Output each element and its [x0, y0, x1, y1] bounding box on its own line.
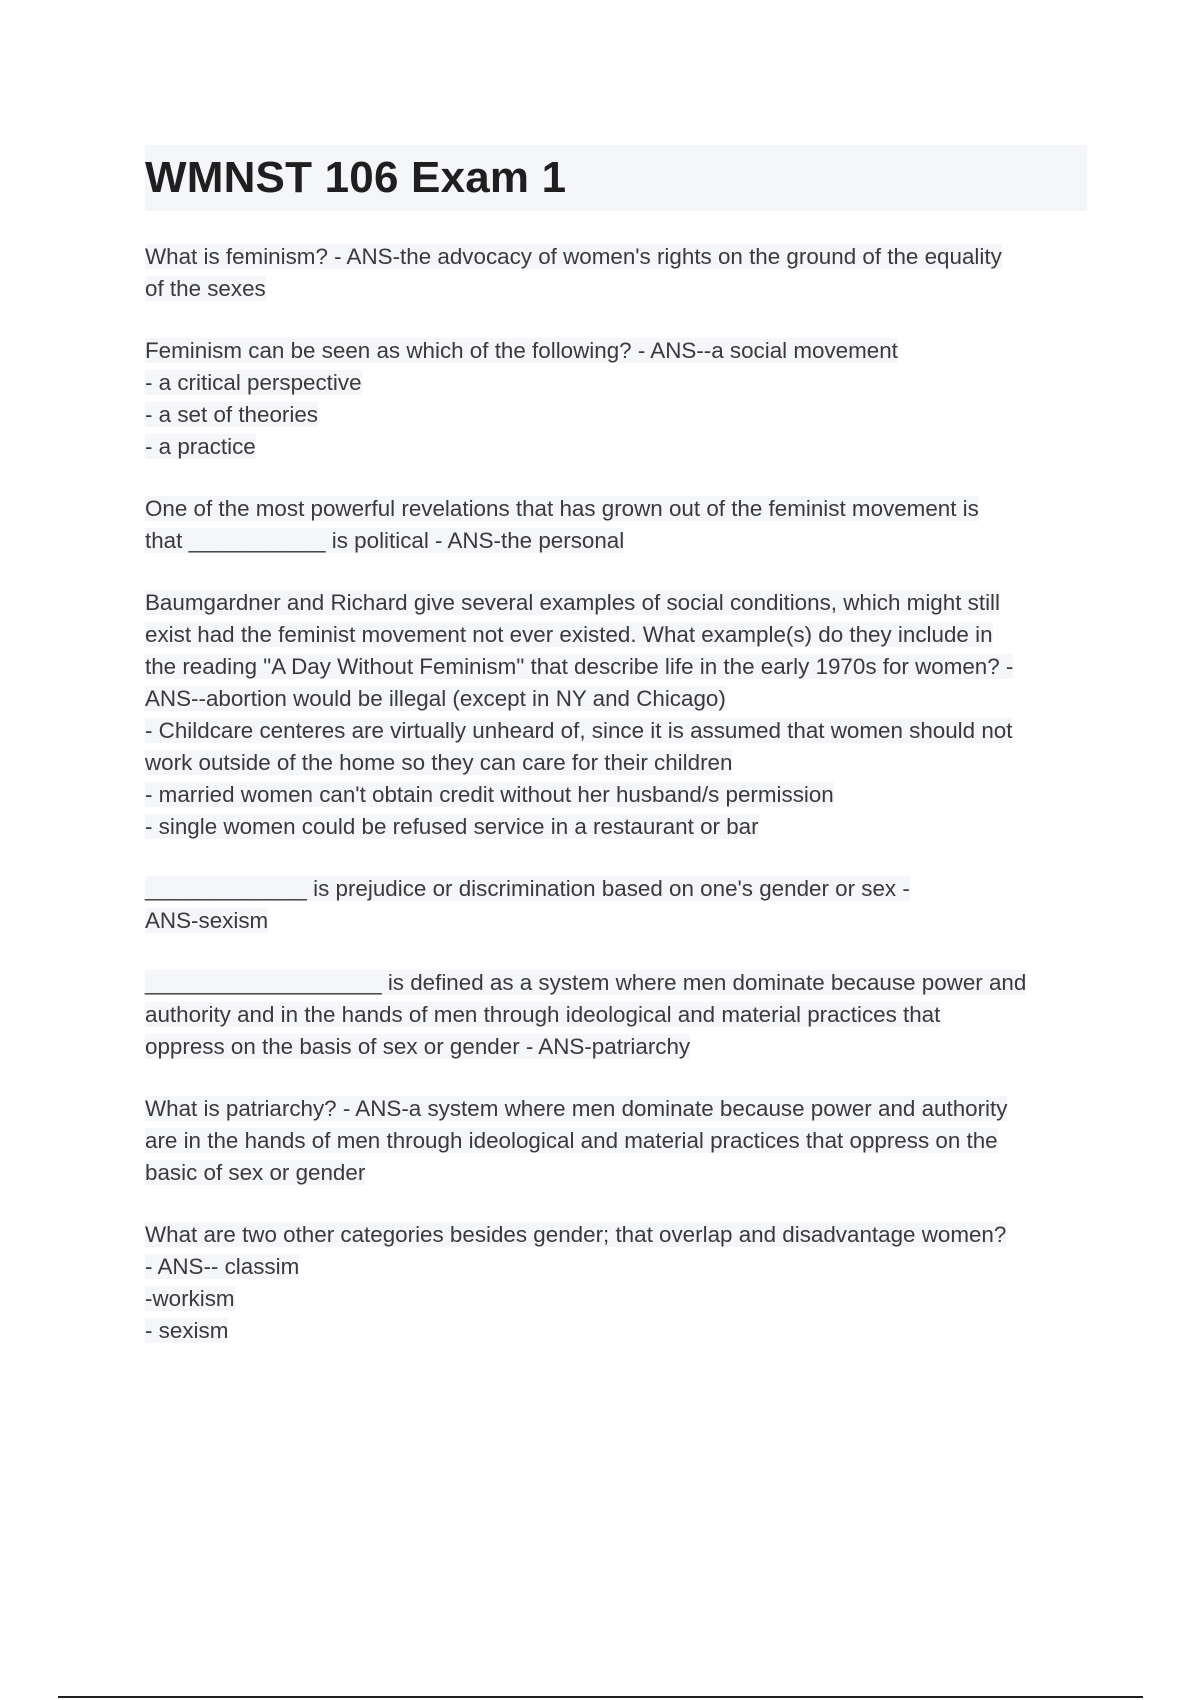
qa-line-text: - a practice [145, 434, 256, 459]
qa-line [145, 241, 1087, 273]
qa-entry [145, 493, 1087, 557]
qa-line-text: -workism [145, 1286, 235, 1311]
qa-line-text: What are two other categories besides gender; that overlap and disadvantage women? [145, 1222, 1007, 1247]
qa-line-text: - a critical perspective [145, 370, 362, 395]
qa-line-text: oppress on the basis of sex or gender - ANS-patriarchy [145, 1034, 691, 1059]
qa-line-text: authority and in the hands of men through ideological and material practices that [145, 1002, 941, 1027]
qa-line-text: the reading "A Day Without Feminism" that describe life in the early 1970s for women? - [145, 654, 1014, 679]
qa-line [145, 779, 1087, 811]
qa-line-text: - married women can't obtain credit without her husband/s permission [145, 782, 834, 807]
qa-line [145, 905, 1087, 937]
qa-entry [145, 1093, 1087, 1189]
qa-entry [145, 967, 1087, 1063]
qa-line-text: - ANS-- classim [145, 1254, 300, 1279]
qa-line [145, 335, 1087, 367]
title-bar [145, 145, 1087, 211]
qa-line [145, 683, 1087, 715]
qa-line-text: - a set of theories [145, 402, 318, 427]
qa-line [145, 873, 1087, 905]
qa-line-text: of the sexes [145, 276, 266, 301]
document-page [145, 145, 1087, 1377]
qa-line-text: - single women could be refused service in a restaurant or bar [145, 814, 759, 839]
bottom-divider [58, 1696, 1143, 1698]
qa-line-text: ANS--abortion would be illegal (except in NY and Chicago) [145, 686, 726, 711]
qa-line [145, 273, 1087, 305]
qa-line [145, 587, 1087, 619]
qa-line-text: Baumgardner and Richard give several examples of social conditions, which might still [145, 590, 1000, 615]
qa-line [145, 1219, 1087, 1251]
qa-line-text: What is feminism? - ANS-the advocacy of women's rights on the ground of the equality [145, 244, 1002, 269]
qa-line [145, 967, 1087, 999]
qa-entry [145, 587, 1087, 843]
qa-line-text: _____________ is prejudice or discrimination based on one's gender or sex - [145, 876, 910, 901]
qa-line [145, 1031, 1087, 1063]
qa-line-text: basic of sex or gender [145, 1160, 366, 1185]
qa-line [145, 1315, 1087, 1347]
qa-line [145, 1157, 1087, 1189]
qa-line-text: - sexism [145, 1318, 229, 1343]
qa-line-text: work outside of the home so they can care for their children [145, 750, 733, 775]
qa-line-text: Feminism can be seen as which of the following? - ANS--a social movement [145, 338, 898, 363]
qa-entry [145, 1219, 1087, 1347]
qa-line-text: What is patriarchy? - ANS-a system where men dominate because power and authority [145, 1096, 1008, 1121]
qa-line-text: that ___________ is political - ANS-the personal [145, 528, 625, 553]
page-title: WMNST 106 Exam 1 [145, 153, 567, 202]
qa-line [145, 367, 1087, 399]
qa-line [145, 431, 1087, 463]
qa-line [145, 1093, 1087, 1125]
qa-entry [145, 241, 1087, 305]
qa-line [145, 399, 1087, 431]
qa-line-text: - Childcare centeres are virtually unheard of, since it is assumed that women should not [145, 718, 1013, 743]
qa-line [145, 1251, 1087, 1283]
qa-line [145, 619, 1087, 651]
qa-line [145, 747, 1087, 779]
qa-line [145, 525, 1087, 557]
qa-line [145, 999, 1087, 1031]
qa-line-text: are in the hands of men through ideological and material practices that oppress on the [145, 1128, 998, 1153]
qa-list [145, 241, 1087, 1347]
qa-line [145, 651, 1087, 683]
qa-line-text: exist had the feminist movement not ever existed. What example(s) do they include in [145, 622, 993, 647]
qa-line [145, 493, 1087, 525]
qa-line [145, 811, 1087, 843]
qa-entry [145, 335, 1087, 463]
qa-line-text: ___________________ is defined as a system where men dominate because power and [145, 970, 1027, 995]
qa-line-text: ANS-sexism [145, 908, 269, 933]
qa-entry [145, 873, 1087, 937]
qa-line [145, 715, 1087, 747]
qa-line [145, 1283, 1087, 1315]
qa-line [145, 1125, 1087, 1157]
qa-line-text: One of the most powerful revelations that has grown out of the feminist movement is [145, 496, 979, 521]
